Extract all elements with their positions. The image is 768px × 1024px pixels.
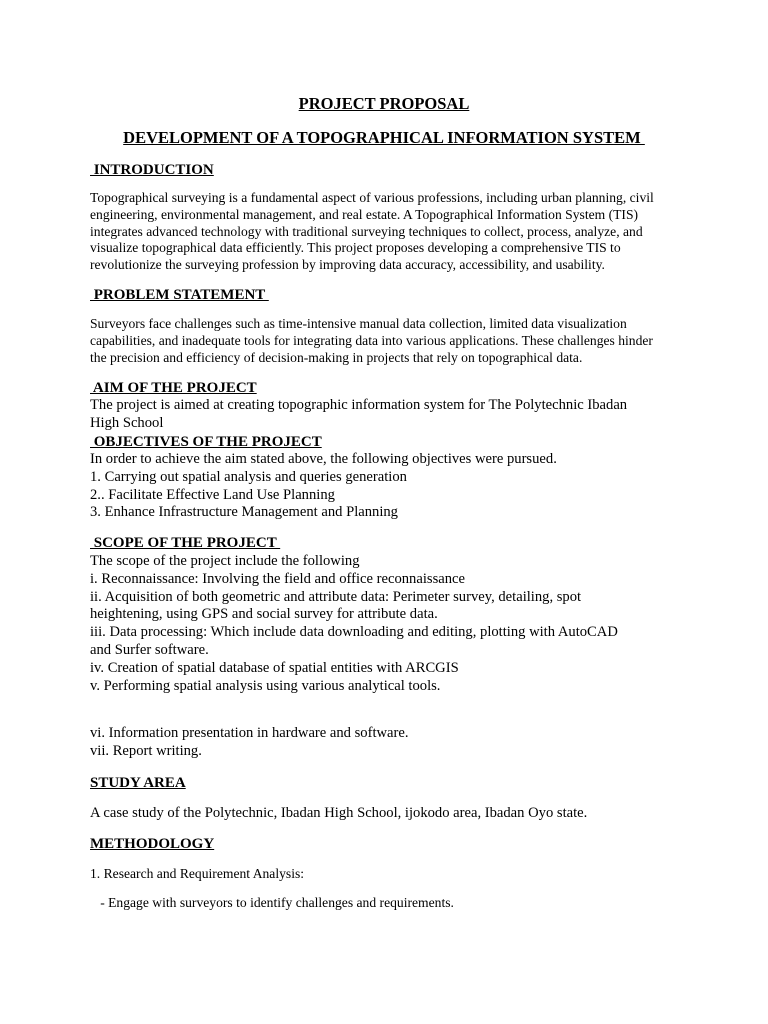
scope-item: heightening, using GPS and social survey for attribute data.: [90, 606, 438, 623]
scope-item: iv. Creation of spatial database of spatial entities with ARCGIS: [90, 659, 459, 676]
scope-item: i. Reconnaissance: Involving the field and office reconnaissance: [90, 570, 465, 587]
objectives-list: [90, 451, 680, 522]
objectives-heading: OBJECTIVES OF THE PROJECT: [90, 434, 322, 450]
methodology-subitem: - Engage with surveyors to identify challenges and requirements.: [90, 895, 454, 910]
introduction-line: revolutionize the surveying profession by improving data accuracy, accessibility, and usability.: [90, 257, 605, 273]
introduction-line: visualize topographical data efficiently. This project proposes developing a comprehensive TIS to: [90, 240, 621, 256]
aim-paragraph: [90, 397, 680, 433]
problem-line: capabilities, and inadequate tools for integrating data into various applications. These challenges hinder: [90, 332, 653, 348]
objective-item: 3. Enhance Infrastructure Management and Planning: [90, 504, 398, 521]
scope-item: and Surfer software.: [90, 641, 209, 658]
study-area-text: A case study of the Polytechnic, Ibadan High School, ijokodo area, Ibadan Oyo state.: [90, 805, 588, 821]
scope-heading: SCOPE OF THE PROJECT: [90, 535, 281, 551]
problem-line: the precision and efficiency of decision-making in projects that rely on topographical data.: [90, 349, 583, 365]
scope-item: vii. Report writing.: [90, 742, 202, 759]
scope-list: [90, 553, 680, 695]
scope-list-continued: [90, 725, 680, 761]
problem-statement-paragraph: [90, 316, 680, 366]
scope-item: v. Performing spatial analysis using various analytical tools.: [90, 677, 441, 694]
objectives-intro: In order to achieve the aim stated above, the following objectives were pursued.: [90, 451, 557, 467]
introduction-line: engineering, environmental management, and real estate. A Topographical Information System (TIS): [90, 206, 639, 222]
aim-line: The project is aimed at creating topographic information system for The Polytechnic Ibadan: [90, 397, 628, 413]
document-title: PROJECT PROPOSAL: [298, 94, 470, 113]
aim-heading: AIM OF THE PROJECT: [90, 380, 257, 396]
scope-item: vi. Information presentation in hardware and software.: [90, 725, 409, 741]
objective-item: 1. Carrying out spatial analysis and queries generation: [90, 468, 407, 485]
introduction-line: integrates advanced technology with traditional surveying techniques to collect, process, analyze, and: [90, 223, 643, 239]
aim-line: High School: [90, 414, 164, 431]
methodology-item: 1. Research and Requirement Analysis:: [90, 866, 305, 881]
problem-statement-heading: PROBLEM STATEMENT: [90, 287, 269, 303]
scope-intro: The scope of the project include the following: [90, 553, 360, 569]
study-area-heading: STUDY AREA: [90, 775, 186, 791]
methodology-heading: METHODOLOGY: [90, 836, 215, 852]
introduction-heading: INTRODUCTION: [90, 162, 214, 178]
problem-line: Surveyors face challenges such as time-intensive manual data collection, limited data visualization: [90, 316, 627, 331]
scope-item: ii. Acquisition of both geometric and attribute data: Perimeter survey, detailing, spot: [90, 588, 582, 605]
introduction-paragraph: [90, 190, 680, 274]
document-subtitle: DEVELOPMENT OF A TOPOGRAPHICAL INFORMATION SYSTEM: [123, 128, 645, 147]
scope-item: iii. Data processing: Which include data downloading and editing, plotting with AutoCAD: [90, 624, 618, 641]
introduction-line: Topographical surveying is a fundamental aspect of various professions, including urban planning, civil: [90, 190, 654, 205]
objective-item: 2.. Facilitate Effective Land Use Planning: [90, 486, 335, 503]
